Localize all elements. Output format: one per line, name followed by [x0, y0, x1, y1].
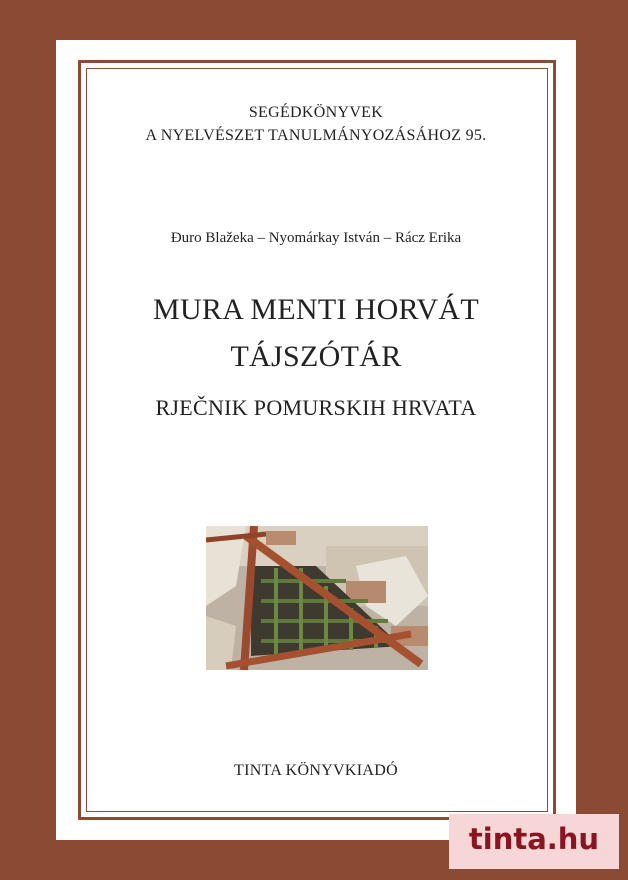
cover-frame-inner: [86, 68, 548, 812]
publisher: TINTA KÖNYVKIADÓ: [234, 762, 398, 779]
cover-photo-wooden-lattice: [206, 526, 428, 670]
series-title-line2: A NYELVÉSZET TANULMÁNYOZÁSÁHOZ 95.: [145, 127, 487, 144]
cover-frame-outer: [78, 60, 556, 820]
book-title-line2: TÁJSZÓTÁR: [230, 340, 402, 373]
watermark-text: tinta.hu: [468, 822, 600, 856]
authors: Đuro Blažeka – Nyomárkay István – Rácz Erika: [170, 230, 462, 246]
book-cover: [56, 40, 576, 840]
book-subtitle: RJEČNIK POMURSKIH HRVATA: [155, 395, 477, 420]
series-title-line1: SEGÉDKÖNYVEK: [248, 104, 384, 121]
watermark-badge: [449, 814, 619, 869]
book-title-line1: MURA MENTI HORVÁT: [152, 293, 480, 326]
